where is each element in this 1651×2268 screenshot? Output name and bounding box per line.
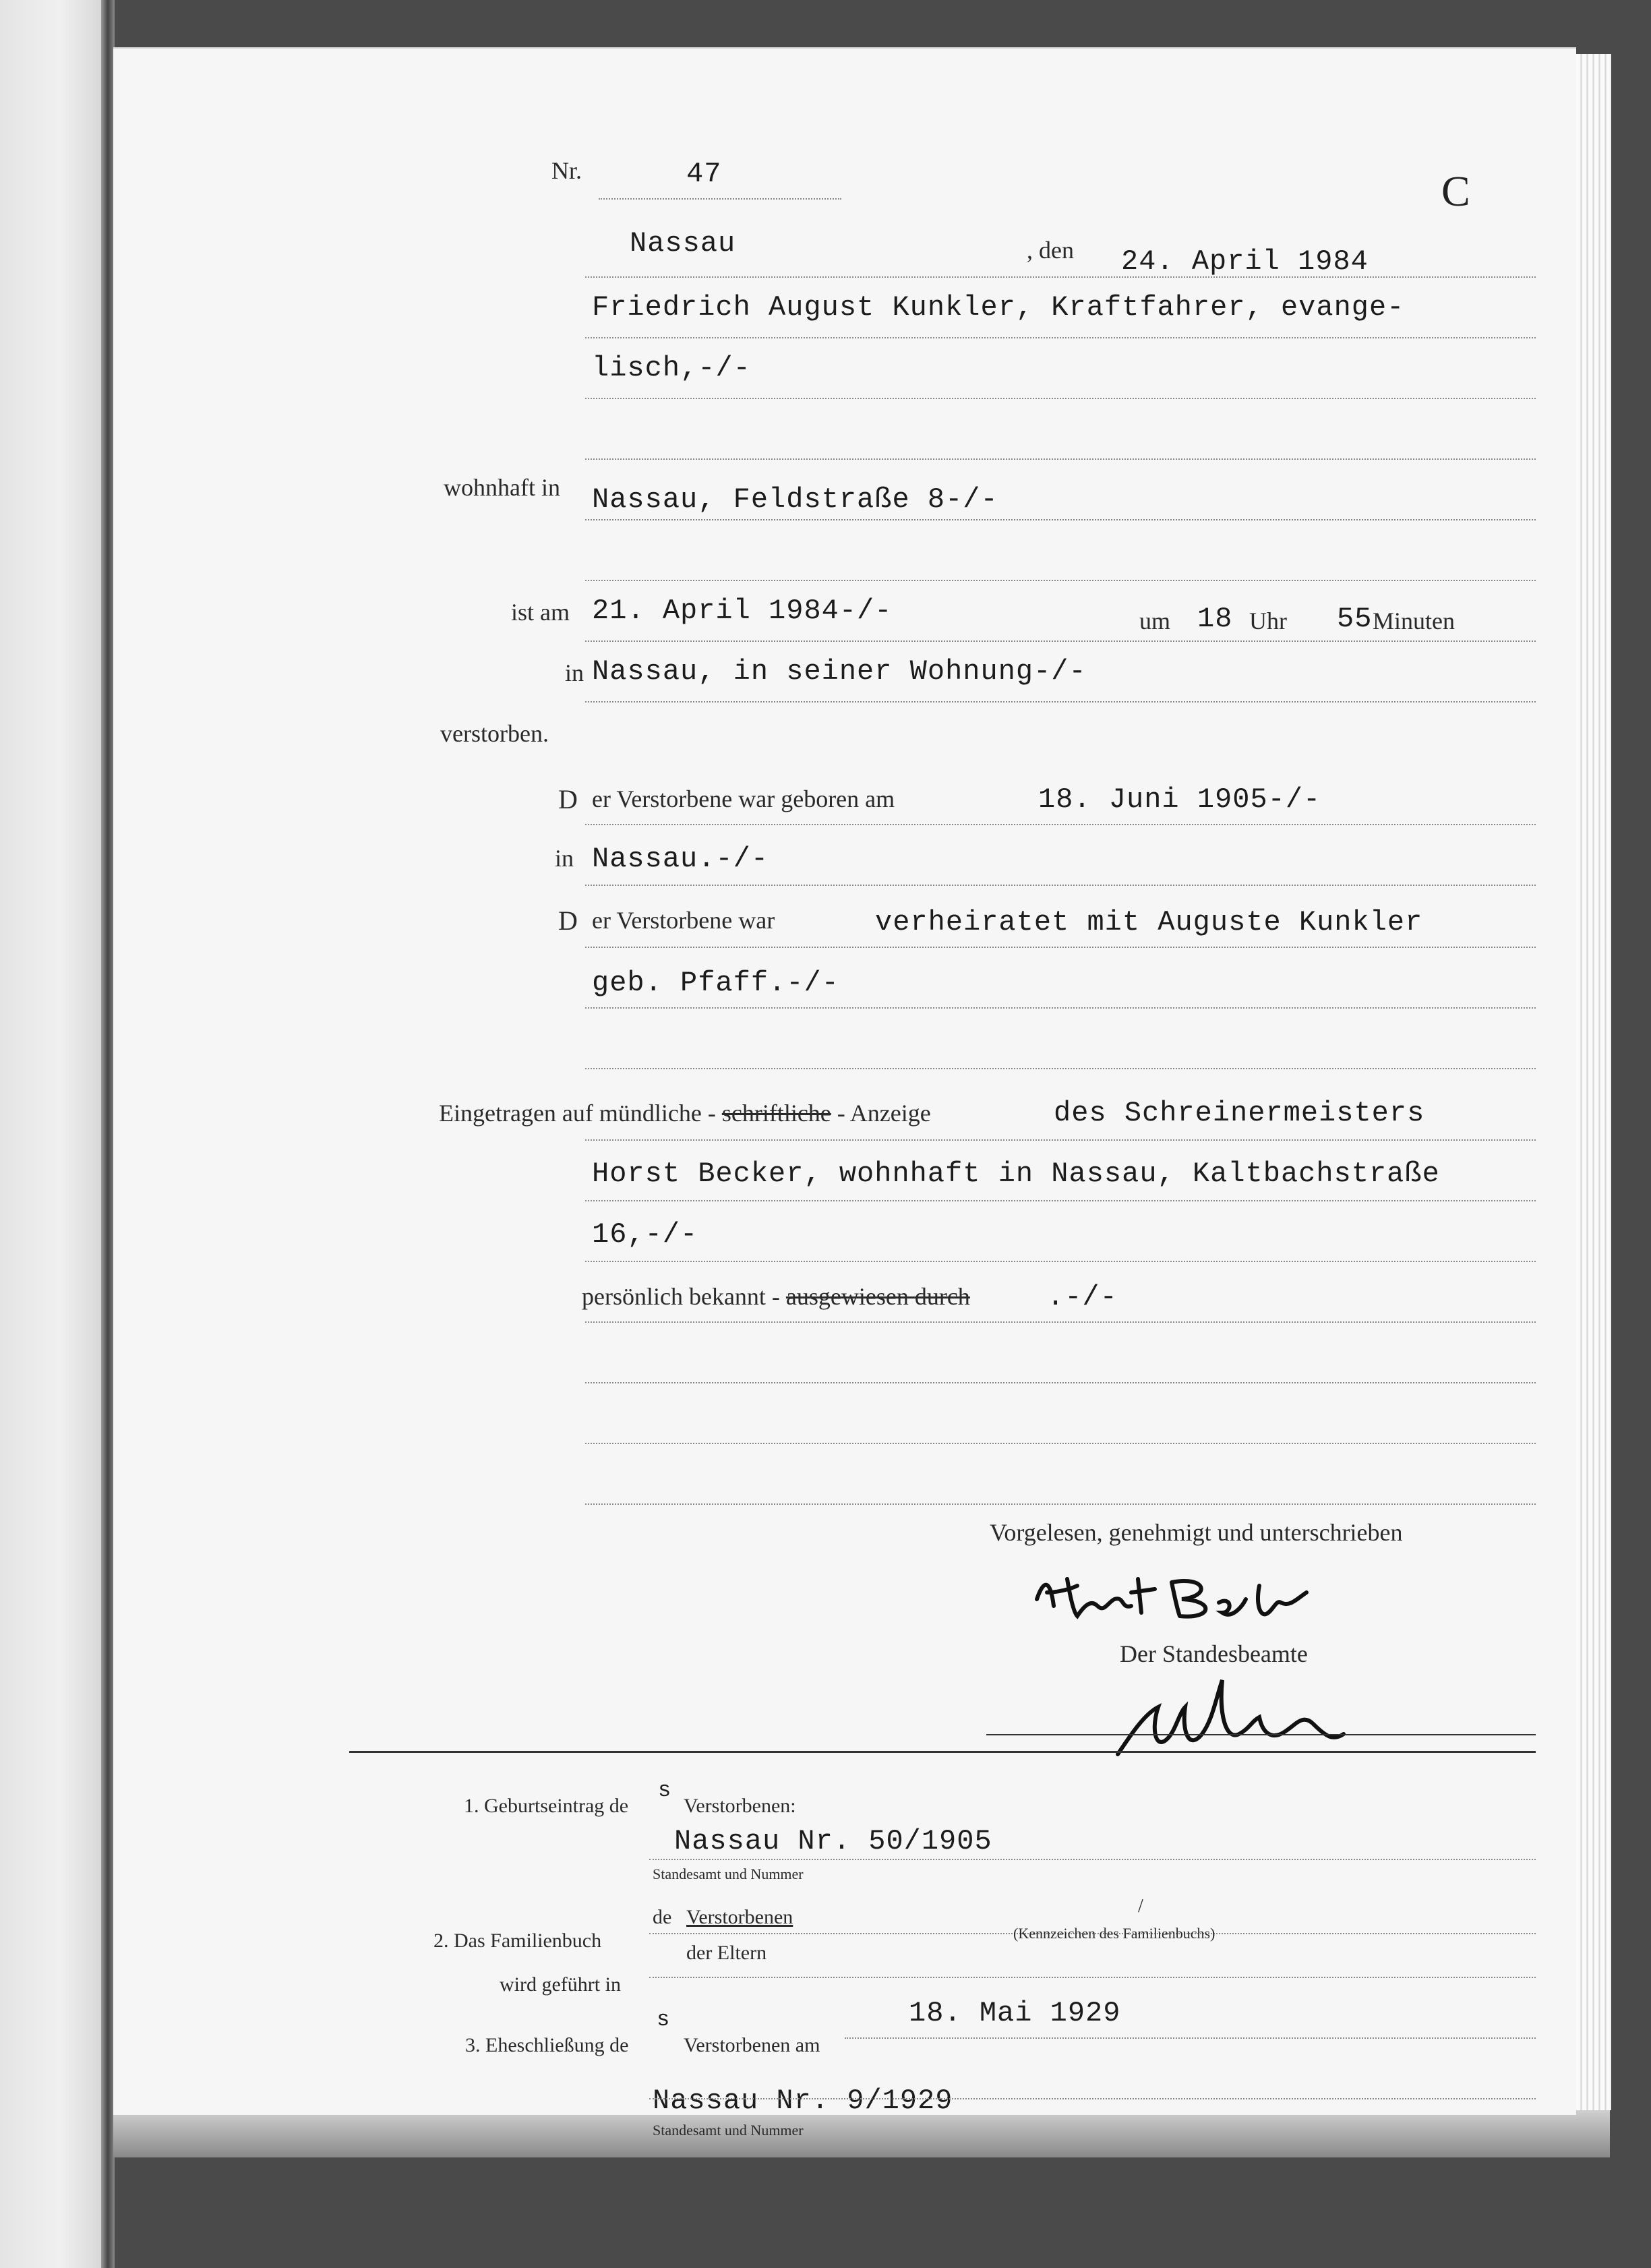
signature-line [986,1734,1536,1735]
item2-de: de [653,1906,672,1928]
birth-label: er Verstorbene war geboren am [592,785,895,812]
known-label-text: persönlich bekannt - [582,1283,780,1310]
item3-date: 18. Mai 1929 [909,1997,1121,2029]
registration-label-struck: schriftliche [721,1100,831,1127]
informant-rule-1 [585,1139,1536,1141]
known-label [582,1282,970,1311]
registration-label [439,1099,931,1127]
death-place-rule [585,701,1536,703]
item2-eltern: der Eltern [686,1942,767,1964]
item1-super: s [658,1778,672,1803]
person-line-1: Friedrich August Kunkler, Kraftfahrer, evange- [592,291,1405,324]
informant-line-3: 16,-/- [592,1218,698,1251]
person-line-1-rule [585,337,1536,338]
marital-label: er Verstorbene war [592,907,775,934]
item2-rule-2 [649,1977,1536,1978]
series-letter: C [1441,167,1470,215]
uhr-label: Uhr [1249,607,1287,634]
record-place: Nassau [630,227,736,260]
nr-label: Nr. [551,157,582,184]
item3-super: s [657,2007,671,2032]
person-line-2-rule [585,398,1536,399]
den-label: , den [1027,237,1074,264]
informant-line-2: Horst Becker, wohnhaft in Nassau, Kaltbachstraße [592,1158,1440,1190]
date-line [585,276,1536,278]
item3-value: Nassau Nr. 9/1929 [653,2085,953,2117]
birth-place-value: Nassau.-/- [592,843,769,875]
item3-caption: Standesamt und Nummer [653,2122,804,2139]
registrar-label: Der Standesbeamte [1120,1640,1308,1667]
item2-slash: / [1138,1896,1143,1917]
person-line-2: lisch,-/- [592,352,751,384]
footer-divider [349,1751,1536,1753]
marital-rule-1 [585,947,1536,948]
minuten-label: Minuten [1373,607,1455,634]
verstorben-label: verstorben. [440,720,549,747]
confirmation-text: Vorgelesen, genehmigt und unterschrieben [990,1519,1403,1546]
blank-rule-1 [585,1382,1536,1383]
registration-label-end: - Anzeige [837,1100,931,1127]
marital-rule-2 [585,1007,1536,1009]
item2-verstorbenen: Verstorbenen [686,1906,793,1928]
birth-place-label: in [555,845,574,872]
item1-suffix: Verstorbenen: [684,1795,796,1817]
item3-label: 3. Eheschließung de [465,2034,629,2056]
item1-caption: Standesamt und Nummer [653,1866,804,1882]
birth-place-rule [585,885,1536,886]
residence-rule-2 [585,580,1536,581]
residence-label: wohnhaft in [444,474,560,501]
birth-rule [585,824,1536,825]
known-rule [585,1321,1536,1323]
item3-date-rule [845,2037,1536,2039]
blank-rule-3 [585,1503,1536,1505]
death-place-value: Nassau, in seiner Wohnung-/- [592,655,1087,688]
registration-label-start: Eingetragen auf mündliche - [439,1100,716,1127]
informant-signature [1030,1559,1320,1640]
marital-prefix: D [558,905,578,936]
item2-caption: (Kennzeichen des Familienbuchs) [1013,1925,1215,1942]
record-date: 24. April 1984 [1121,245,1369,278]
informant-line-1: des Schreinermeisters [1054,1097,1425,1129]
known-label-struck: ausgewiesen durch [785,1283,970,1310]
item1-rule [649,1859,1536,1860]
death-hour: 18 [1197,603,1233,635]
nr-value: 47 [686,158,722,190]
nr-line [599,198,841,200]
residence-rule [585,519,1536,520]
blank-rule-2 [585,1443,1536,1444]
birth-prefix: D [558,784,578,814]
um-label: um [1139,607,1171,634]
death-place-label: in [565,659,584,686]
residence-value: Nassau, Feldstraße 8-/- [592,483,998,516]
death-date-label: ist am [511,599,570,626]
page-edges-bottom [113,2110,1610,2157]
marital-value-1: verheiratet mit Auguste Kunkler [875,906,1423,938]
informant-rule-2 [585,1200,1536,1201]
marital-rule-3 [585,1068,1536,1069]
item1-label: 1. Geburtseintrag de [464,1795,629,1817]
death-date-value: 21. April 1984-/- [592,595,893,627]
book-gutter [101,0,115,2268]
item1-value: Nassau Nr. 50/1905 [674,1825,992,1857]
item2-gefuehrt: wird geführt in [500,1973,621,1996]
marital-value-2: geb. Pfaff.-/- [592,967,839,999]
item2-label: 2. Das Familienbuch [433,1930,602,1952]
death-minute: 55 [1337,603,1373,635]
item3-rule [649,2098,1536,2099]
death-register-page [113,47,1576,2139]
death-date-rule [585,640,1536,642]
item3-suffix: Verstorbenen am [684,2034,820,2056]
person-line-3-rule [585,458,1536,460]
birth-value: 18. Juni 1905-/- [1038,783,1321,816]
informant-rule-3 [585,1261,1536,1262]
known-value: .-/- [1047,1281,1118,1313]
left-page [0,0,101,2268]
